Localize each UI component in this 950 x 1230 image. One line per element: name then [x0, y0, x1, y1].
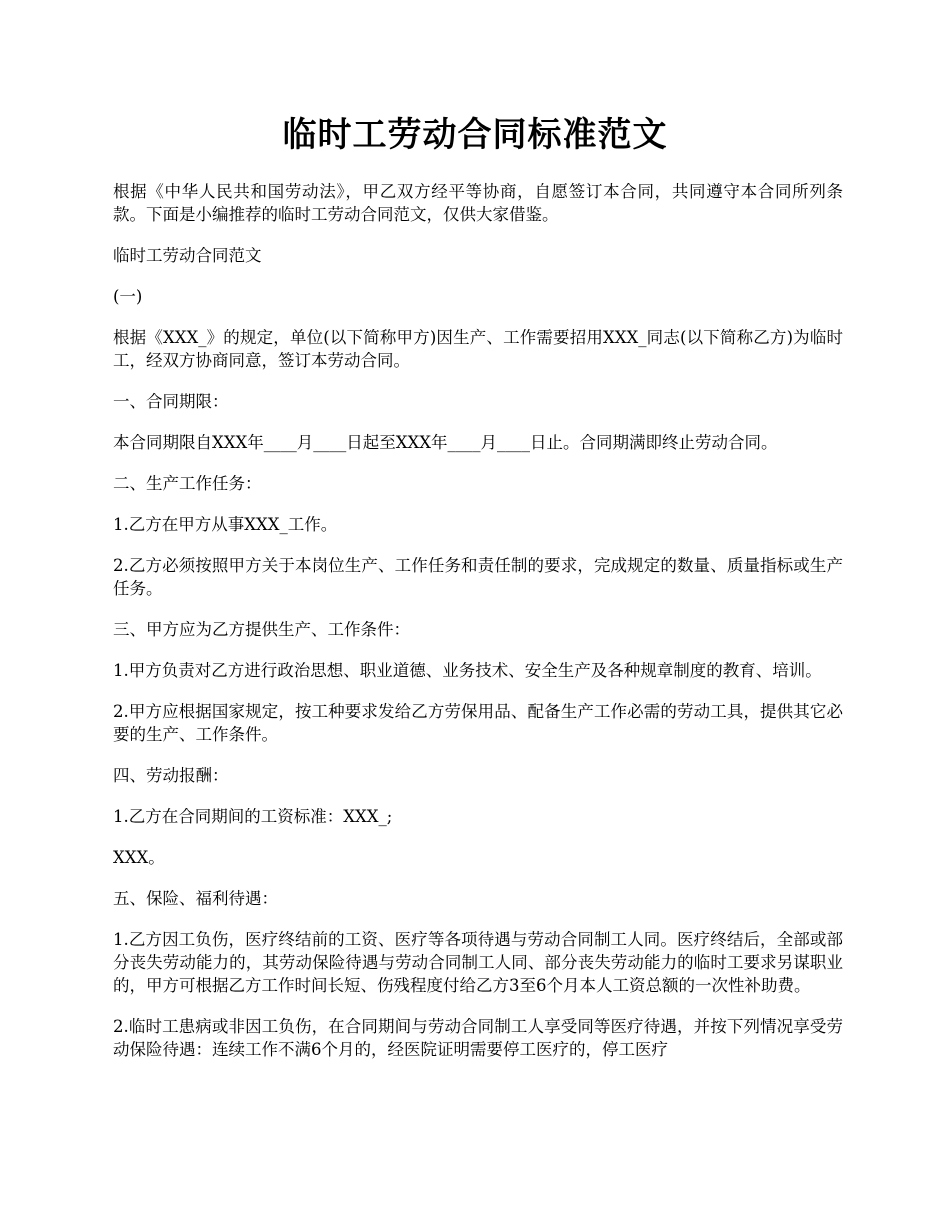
- heading-work-tasks: 二、生产工作任务：: [113, 474, 262, 493]
- heading-remuneration: 四、劳动报酬：: [113, 766, 229, 785]
- paragraph-remuneration-1: 1.乙方在合同期间的工资标准：XXX_;: [113, 807, 393, 826]
- paragraph-insurance-1: 1.乙方因工负伤，医疗终结前的工资、医疗等各项待遇与劳动合同制工人同。医疗终结后，全部或部分丧失劳动能力的，其劳动保险待遇与劳动合同制工人同、部分丧失劳动能力的临时工要求另谋职业的，甲方可根据乙方工作时间长短、伤残程度付给乙方3至6个月本人工资总额的一次性补助费。: [113, 930, 843, 995]
- paragraph-work-task-2: 2.乙方必须按照甲方关于本岗位生产、工作任务和责任制的要求，完成规定的数量、质量指标或生产任务。: [113, 556, 843, 598]
- heading-work-conditions: 三、甲方应为乙方提供生产、工作条件：: [113, 620, 410, 639]
- document-body: [113, 180, 843, 1079]
- document-title: 临时工劳动合同标准范文: [282, 115, 668, 155]
- heading-contract-term: 一、合同期限：: [113, 392, 229, 411]
- paragraph-subtitle: 临时工劳动合同范文: [113, 246, 262, 265]
- paragraph-work-condition-1: 1.甲方负责对乙方进行政治思想、职业道德、业务技术、安全生产及各种规章制度的教育、培训。: [113, 661, 822, 680]
- paragraph-section-marker: (一): [113, 287, 143, 306]
- paragraph-work-task-1: 1.乙方在甲方从事XXX_工作。: [113, 515, 338, 534]
- paragraph-insurance-2: 2.临时工患病或非因工负伤，在合同期间与劳动合同制工人享受同等医疗待遇，并按下列情况享受劳动保险待遇：连续工作不满6个月的，经医院证明需要停工医疗的，停工医疗: [113, 1017, 843, 1059]
- paragraph-contract-term: 本合同期限自XXX年____月____日起至XXX年____月____日止。合同期满即终止劳动合同。: [113, 433, 778, 452]
- paragraph-intro: 根据《中华人民共和国劳动法》，甲乙双方经平等协商，自愿签订本合同，共同遵守本合同所列条款。下面是小编推荐的临时工劳动合同范文，仅供大家借鉴。: [113, 182, 843, 224]
- paragraph-remuneration-2: XXX。: [113, 848, 165, 867]
- heading-insurance-welfare: 五、保险、福利待遇：: [113, 889, 278, 908]
- paragraph-preamble: 根据《XXX_》的规定，单位(以下简称甲方)因生产、工作需要招用XXX_同志(以下简称乙方)为临时工，经双方协商同意，签订本劳动合同。: [113, 328, 843, 370]
- paragraph-work-condition-2: 2.甲方应根据国家规定，按工种要求发给乙方劳保用品、配备生产工作必需的劳动工具，提供其它必要的生产、工作条件。: [113, 702, 843, 744]
